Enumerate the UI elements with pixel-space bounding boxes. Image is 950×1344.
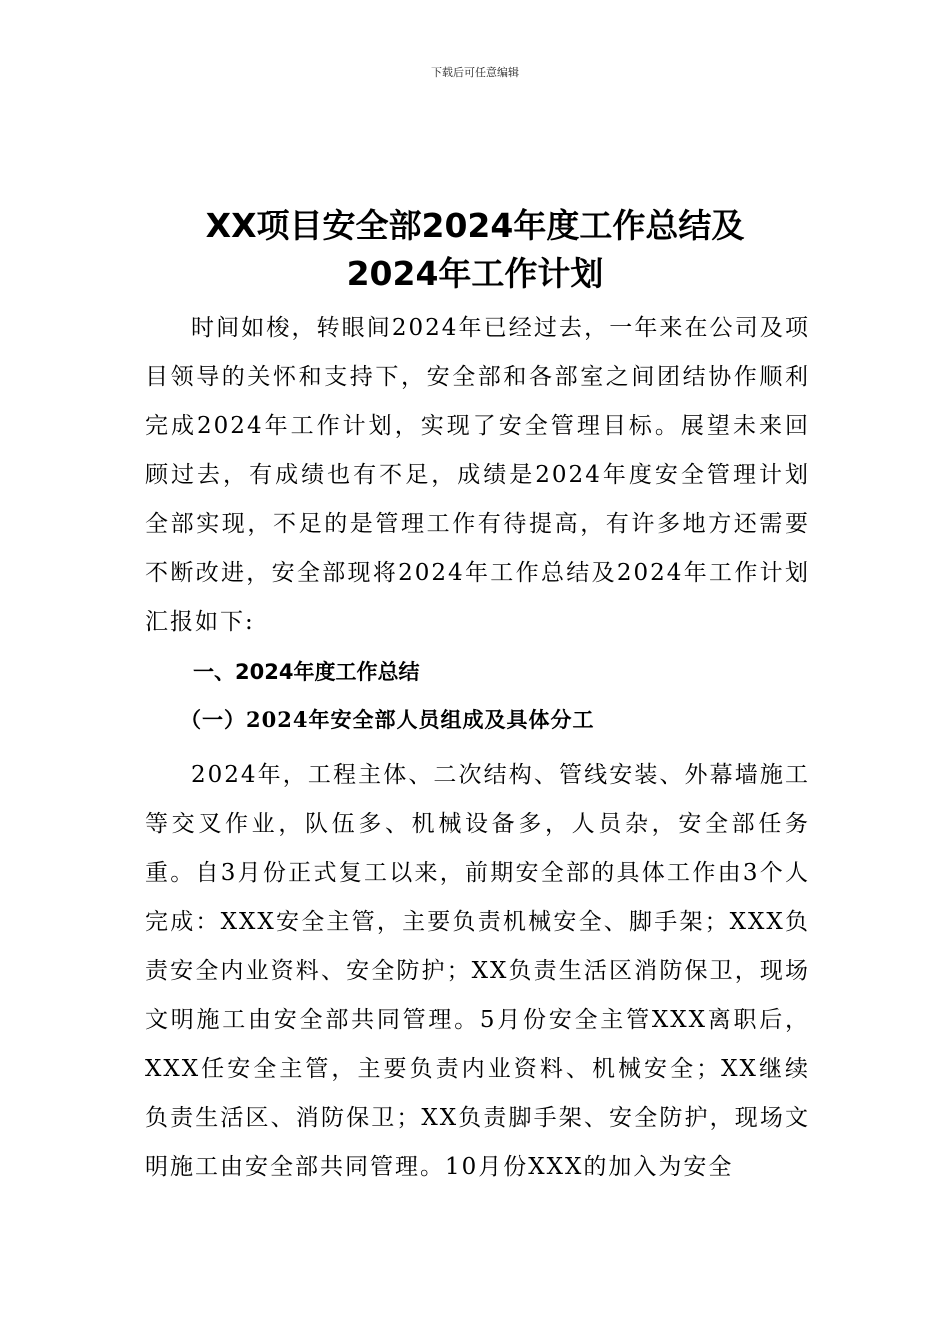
subsection-heading-1: （一）2024年安全部人员组成及具体分工	[180, 707, 595, 732]
document-title-line-2: 2024年工作计划	[346, 254, 604, 293]
header-note: 下载后可任意编辑	[431, 66, 519, 79]
document-title-line-1: XX项目安全部2024年度工作总结及	[205, 206, 745, 245]
staff-paragraph: 2024年，工程主体、二次结构、管线安装、外幕墙施工等交叉作业，队伍多、机械设备多，人员杂，安全部任务重。自3月份正式复工以来，前期安全部的具体工作由3个人完成：XXX安全主管，主要负责机械安全、脚手架；XXX负责安全内业资料、安全防护；XX负责生活区消防保卫，现场文明施工由安全部共同管理。5月份安全主管XXX离职后，XXX任安全主管，主要负责内业资料、机械安全；XX继续负责生活区、消防保卫；XX负责脚手架、安全防护，现场文明施工由安全部共同管理。10月份XXX的加入为安全	[145, 762, 810, 1180]
section-heading-1: 一、2024年度工作总结	[193, 660, 420, 684]
intro-paragraph: 时间如梭，转眼间2024年已经过去，一年来在公司及项目领导的关怀和支持下，安全部和各部室之间团结协作顺利完成2024年工作计划，实现了安全管理目标。展望未来回顾过去，有成绩也有不足，成绩是2024年度安全管理计划全部实现，不足的是管理工作有待提高，有许多地方还需要不断改进，安全部现将2024年工作总结及2024年工作计划汇报如下:	[145, 315, 810, 635]
